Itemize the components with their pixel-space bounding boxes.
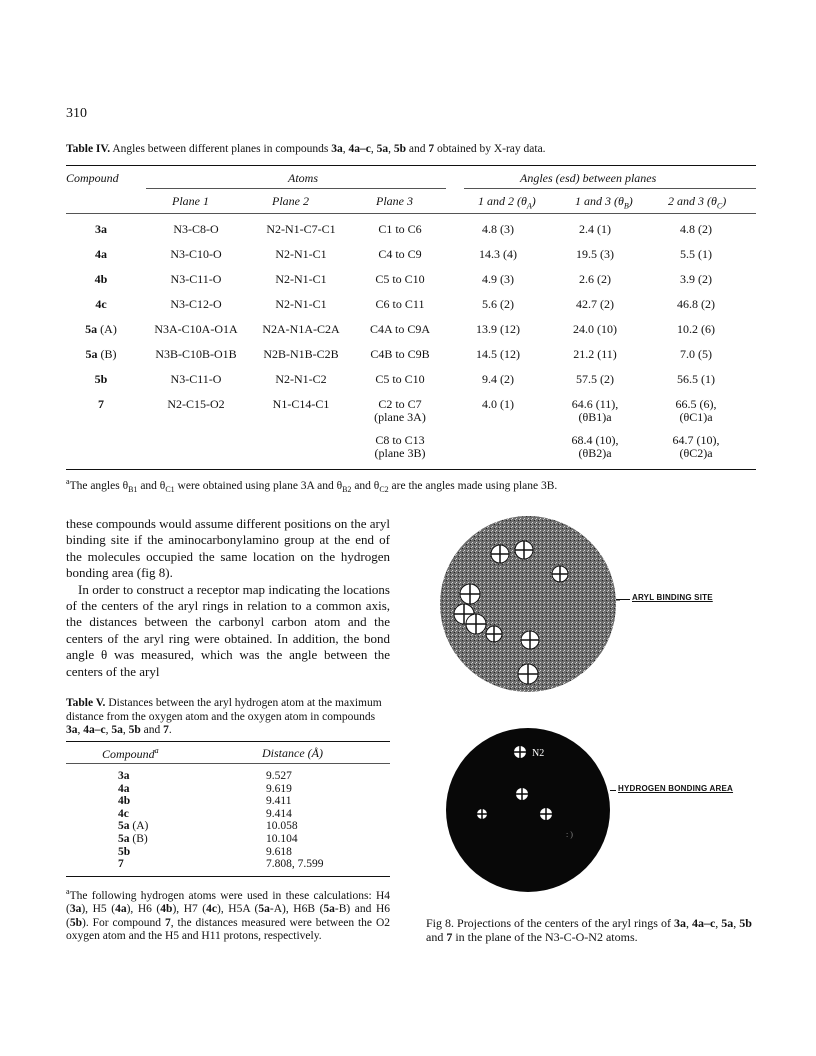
table5-cell-distance: 9.411 bbox=[266, 795, 292, 808]
table4-cell-a13 bbox=[550, 248, 640, 261]
compound-suffix: (A) bbox=[129, 820, 149, 833]
table5-cell-compound bbox=[118, 820, 148, 832]
table4-footnote: $^a$The angles $\theta_{B1}$ and $\theta_{C1}$ were obtained using plane 3A and $\theta_{B2}$ and $\theta_{C2}$ are the angles made using plane 3B. bbox=[66, 477, 558, 495]
table5-cell-distance: 10.104 bbox=[266, 833, 298, 845]
table4-cell-a12 bbox=[458, 223, 538, 236]
compound-id: 3a bbox=[118, 770, 130, 782]
table4-cell-a13 bbox=[550, 348, 640, 361]
table4-cell-a23 bbox=[650, 223, 742, 236]
compound-id: 4c bbox=[118, 807, 129, 820]
n2-label: N2 bbox=[532, 748, 545, 759]
cell-line: N2-N1-C1 bbox=[275, 272, 327, 286]
table-rule bbox=[66, 876, 390, 877]
table4-cell-p3 bbox=[356, 323, 444, 336]
table4-cell-p3 bbox=[356, 248, 444, 261]
table4-sub-23: 2 and 3 $(\theta_C)$ bbox=[668, 194, 727, 211]
table4-cell-a13 bbox=[550, 223, 640, 236]
cell-line: N2-N1-C7-C1 bbox=[266, 222, 336, 236]
cell-line: N3-C12-O bbox=[170, 297, 222, 311]
table5-cell-compound bbox=[118, 783, 130, 795]
table-rule bbox=[66, 763, 390, 764]
table5-label: Table V. bbox=[66, 697, 106, 709]
cell-line: 4.9 (3) bbox=[482, 272, 514, 286]
table4-cell-compound bbox=[66, 348, 136, 361]
cell-line: N2B-N1B-C2B bbox=[263, 347, 339, 361]
compound-id: 5a bbox=[118, 820, 130, 833]
table4-cell-p2 bbox=[246, 298, 356, 311]
cell-line: N2-N1-C1 bbox=[275, 297, 327, 311]
cell-line: C6 to C11 bbox=[375, 297, 425, 311]
cell-line: 4.8 (3) bbox=[482, 222, 514, 236]
cell-line: (θB2)a bbox=[578, 446, 612, 460]
table4-cell-a13 bbox=[550, 323, 640, 336]
table5-cell-distance: 9.618 bbox=[266, 845, 292, 858]
table4-cell-a23 bbox=[650, 348, 742, 361]
figure-caption: Fig 8. Projections of the centers of the aryl rings of 3a, 4a–c, 5a, 5b and 7 in the plane of the N3-C-O-N2 atoms. bbox=[426, 916, 752, 944]
table4-cell-p1 bbox=[146, 273, 246, 286]
cell-line: 9.4 (2) bbox=[482, 372, 514, 386]
cell-line: 64.6 (11), bbox=[571, 397, 619, 411]
table5-header-compound: Compound$^a$ bbox=[102, 746, 159, 761]
table5-row bbox=[66, 795, 390, 807]
table4-cell-p1 bbox=[146, 398, 246, 411]
cell-line: 21.2 (11) bbox=[573, 347, 617, 361]
table4-cell-p1 bbox=[146, 298, 246, 311]
table4-cell-compound bbox=[66, 248, 136, 261]
pointer-line bbox=[616, 599, 630, 600]
table4-cell-p2 bbox=[246, 373, 356, 386]
table4-sub-13: 1 and 3 $(\theta_B)$ bbox=[575, 194, 633, 211]
table4-cell-compound bbox=[66, 398, 136, 411]
cell-line: N3-C10-O bbox=[170, 247, 222, 261]
table5-row bbox=[66, 833, 390, 845]
table-rule bbox=[66, 741, 390, 742]
cell-line: C1 to C6 bbox=[378, 222, 422, 236]
figure-caption-label: Fig 8. bbox=[426, 916, 455, 930]
table4-cell-a23 bbox=[650, 248, 742, 261]
compound-id: 5a bbox=[85, 322, 98, 336]
cell-line: (θB1)a bbox=[578, 410, 612, 424]
cell-line: 13.9 (12) bbox=[476, 322, 520, 336]
table5-cell-compound bbox=[118, 808, 129, 820]
table4-cell-compound bbox=[66, 273, 136, 286]
table4-cell-a12 bbox=[458, 373, 538, 386]
table5-cell-compound bbox=[118, 795, 130, 807]
table4-cell-compound bbox=[66, 223, 136, 236]
cell-line: N2-C15-O2 bbox=[167, 397, 225, 411]
cell-line: 4.0 (1) bbox=[482, 397, 514, 411]
cell-line: 64.7 (10), bbox=[672, 433, 720, 447]
cell-line: 68.4 (10), bbox=[571, 433, 619, 447]
table4-cell-p1 bbox=[146, 323, 246, 336]
table5-cell-distance: 9.619 bbox=[266, 782, 292, 795]
cell-line: 19.5 (3) bbox=[576, 247, 614, 261]
table5-cell-compound bbox=[118, 833, 148, 845]
cell-line: C4B to C9B bbox=[370, 347, 430, 361]
cell-line: N2A-N1A-C2A bbox=[262, 322, 340, 336]
compound-id: 5b bbox=[118, 845, 131, 858]
table4-cell-a23 bbox=[650, 373, 742, 386]
table4-cell-a12 bbox=[458, 398, 538, 411]
compound-id: 5a bbox=[118, 833, 130, 845]
table4-sub-plane2: Plane 2 bbox=[272, 194, 309, 208]
body-paragraph: these compounds would assume different positions on the aryl binding site if the aminocarbonylamino group at the end of the molecules occupied the same location on the hydrogen bonding area (fig 8). bbox=[66, 516, 390, 581]
table4-cell-a23 bbox=[650, 298, 742, 311]
cell-line: N3-C11-O bbox=[170, 372, 222, 386]
table4-cell-p1 bbox=[146, 373, 246, 386]
compound-id: 4a bbox=[95, 247, 107, 261]
cell-line: 14.3 (4) bbox=[479, 247, 517, 261]
table-rule bbox=[66, 213, 756, 214]
table4-cell-compound bbox=[66, 373, 136, 386]
compound-id: 5b bbox=[94, 372, 108, 386]
table4-cell-a23 bbox=[650, 434, 742, 460]
cell-line: 2.6 (2) bbox=[579, 272, 611, 286]
compound-id: 4a bbox=[118, 782, 130, 795]
cell-line: 3.9 (2) bbox=[680, 272, 712, 286]
table4-cell-p2 bbox=[246, 223, 356, 236]
table5-cell-distance: 10.058 bbox=[266, 820, 298, 833]
hydrogen-bonding-disc bbox=[446, 728, 610, 892]
table5-cell-compound bbox=[118, 846, 130, 858]
table5-row bbox=[66, 846, 390, 858]
cell-line: (θC1)a bbox=[679, 410, 713, 424]
table4-cell-p3 bbox=[356, 298, 444, 311]
table5-cell-distance: 7.808, 7.599 bbox=[266, 858, 324, 871]
cell-line: (plane 3A) bbox=[374, 410, 426, 424]
table5-row bbox=[66, 783, 390, 795]
table4-cell-p3 bbox=[356, 273, 444, 286]
cell-line: 2.4 (1) bbox=[579, 222, 611, 236]
table5-cell-distance: 9.414 bbox=[266, 807, 292, 820]
body-text bbox=[66, 516, 390, 680]
compound-id: 4b bbox=[118, 795, 131, 808]
cell-line: C4A to C9A bbox=[369, 322, 430, 336]
table4-cell-p2 bbox=[246, 398, 356, 411]
table4-cell-p1 bbox=[146, 348, 246, 361]
body-paragraph: In order to construct a receptor map indicating the locations of the centers of the aryl rings in relation to a common axis, the distances between the carbonyl carbon atom and the centers of the aryl ring were obtained. In addition, the bond angle θ was measured, which was the angle between the centers of the aryl bbox=[66, 581, 390, 679]
table5-footnote: $^a$The following hydrogen atoms were used in these calculations: H4 (3a), H5 (4a), H6 (4b), H7 (4c), H5A (5a-A), H6B (5a-B) and H6 (5b). For compound 7, the distances measured were between the O2 oxygen atom and the H5 and H11 protons, respectively. bbox=[66, 887, 391, 943]
table4-cell-a23 bbox=[650, 398, 742, 424]
table4-cell-a12 bbox=[458, 248, 538, 261]
cell-line: C2 to C7 bbox=[378, 397, 422, 411]
table-rule bbox=[146, 188, 446, 189]
table-rule bbox=[66, 165, 756, 166]
cell-line: N3-C8-O bbox=[173, 222, 219, 236]
table4-header-compound: Compound bbox=[66, 171, 119, 185]
table4-sub-12: 1 and 2 $(\theta_A)$ bbox=[478, 194, 536, 211]
aryl-binding-site-label: ARYL BINDING SITE bbox=[632, 593, 713, 602]
table4-cell-a12 bbox=[458, 298, 538, 311]
pointer-line bbox=[610, 790, 616, 791]
table4-cell-p2 bbox=[246, 248, 356, 261]
compound-suffix: (A) bbox=[97, 322, 117, 336]
table5-row bbox=[66, 770, 390, 782]
cell-line: 42.7 (2) bbox=[576, 297, 614, 311]
cell-line: C8 to C13 bbox=[375, 433, 425, 447]
compound-id: 5a bbox=[85, 347, 98, 361]
table4-cell-a13 bbox=[550, 298, 640, 311]
table4-label: Table IV. bbox=[66, 143, 111, 155]
table-rule bbox=[66, 469, 756, 470]
table4-cell-a23 bbox=[650, 273, 742, 286]
marker-fragment: : ) bbox=[566, 830, 573, 839]
cell-line: 66.5 (6), bbox=[675, 397, 717, 411]
cell-line: (plane 3B) bbox=[374, 446, 426, 460]
cell-line: C4 to C9 bbox=[378, 247, 422, 261]
table4-sub-plane3: Plane 3 bbox=[376, 194, 413, 208]
compound-id: 7 bbox=[98, 397, 104, 411]
table4-sub-plane1: Plane 1 bbox=[172, 194, 209, 208]
cell-line: 4.8 (2) bbox=[680, 222, 712, 236]
cell-line: C5 to C10 bbox=[375, 372, 425, 386]
table-rule bbox=[464, 188, 756, 189]
table5-header-distance: Distance (Å) bbox=[262, 746, 323, 760]
compound-suffix: (B) bbox=[97, 347, 117, 361]
cell-line: C5 to C10 bbox=[375, 272, 425, 286]
table4-header-atoms: Atoms bbox=[288, 171, 318, 185]
table4-cell-p3 bbox=[356, 398, 444, 424]
cell-line: (θC2)a bbox=[679, 446, 713, 460]
table4-header-angles: Angles (esd) between planes bbox=[520, 171, 657, 185]
compound-id: 3a bbox=[95, 222, 107, 236]
compound-id: 4b bbox=[94, 272, 108, 286]
cell-line: 10.2 (6) bbox=[677, 322, 715, 336]
cell-line: 14.5 (12) bbox=[476, 347, 520, 361]
cell-line: 5.6 (2) bbox=[482, 297, 514, 311]
table4-cell-p1 bbox=[146, 248, 246, 261]
table4-caption: Table IV. Angles between different planes in compounds 3a, 4a–c, 5a, 5b and 7 obtained by X-ray data. bbox=[66, 143, 546, 155]
table4-cell-a12 bbox=[458, 348, 538, 361]
table4-cell-p2 bbox=[246, 348, 356, 361]
table4-cell-p3 bbox=[356, 434, 444, 460]
cell-line: 5.5 (1) bbox=[680, 247, 712, 261]
table4-cell-p1 bbox=[146, 223, 246, 236]
table5-row bbox=[66, 820, 390, 832]
cell-line: 24.0 (10) bbox=[573, 322, 617, 336]
table5-cell-compound bbox=[118, 770, 130, 782]
page-number: 310 bbox=[66, 106, 87, 121]
table4-cell-p2 bbox=[246, 323, 356, 336]
table5-row bbox=[66, 858, 390, 870]
table4-cell-p3 bbox=[356, 223, 444, 236]
table4-cell-a12 bbox=[458, 273, 538, 286]
table4-cell-a13 bbox=[550, 373, 640, 386]
cell-line: N2-N1-C2 bbox=[275, 372, 327, 386]
table4-cell-p2 bbox=[246, 273, 356, 286]
table4-cell-a12 bbox=[458, 323, 538, 336]
hydrogen-bonding-area-label: HYDROGEN BONDING AREA bbox=[618, 784, 734, 793]
table5-cell-compound bbox=[118, 858, 124, 870]
table4-cell-a13 bbox=[550, 398, 640, 424]
table4-cell-compound bbox=[66, 323, 136, 336]
compound-id: 7 bbox=[118, 858, 124, 871]
cell-line: N3A-C10A-O1A bbox=[154, 322, 238, 336]
cell-line: 57.5 (2) bbox=[576, 372, 614, 386]
cell-line: N3B-C10B-O1B bbox=[155, 347, 237, 361]
cell-line: 56.5 (1) bbox=[677, 372, 715, 386]
compound-suffix: (B) bbox=[129, 833, 148, 845]
table4-cell-a13 bbox=[550, 273, 640, 286]
table4-cell-p3 bbox=[356, 373, 444, 386]
table4-cell-p3 bbox=[356, 348, 444, 361]
table4-cell-compound bbox=[66, 298, 136, 311]
table4-cell-a23 bbox=[650, 323, 742, 336]
table5-row bbox=[66, 808, 390, 820]
cell-line: N1-C14-C1 bbox=[272, 397, 330, 411]
cell-line: 7.0 (5) bbox=[680, 347, 712, 361]
cell-line: 46.8 (2) bbox=[677, 297, 715, 311]
cell-line: N2-N1-C1 bbox=[275, 247, 327, 261]
compound-id: 4c bbox=[95, 297, 107, 311]
aryl-binding-site-figure bbox=[440, 510, 620, 700]
hydrogen-bonding-area-figure bbox=[446, 726, 616, 896]
table4-cell-a13 bbox=[550, 434, 640, 460]
table5-cell-distance: 9.527 bbox=[266, 770, 292, 782]
cell-line: N3-C11-O bbox=[170, 272, 222, 286]
table5-caption: Table V. Distances between the aryl hydrogen atom at the maximum distance from the oxygen atom and the oxygen atom in compounds 3a, 4a–c, 5a, 5b and 7. bbox=[66, 697, 382, 736]
